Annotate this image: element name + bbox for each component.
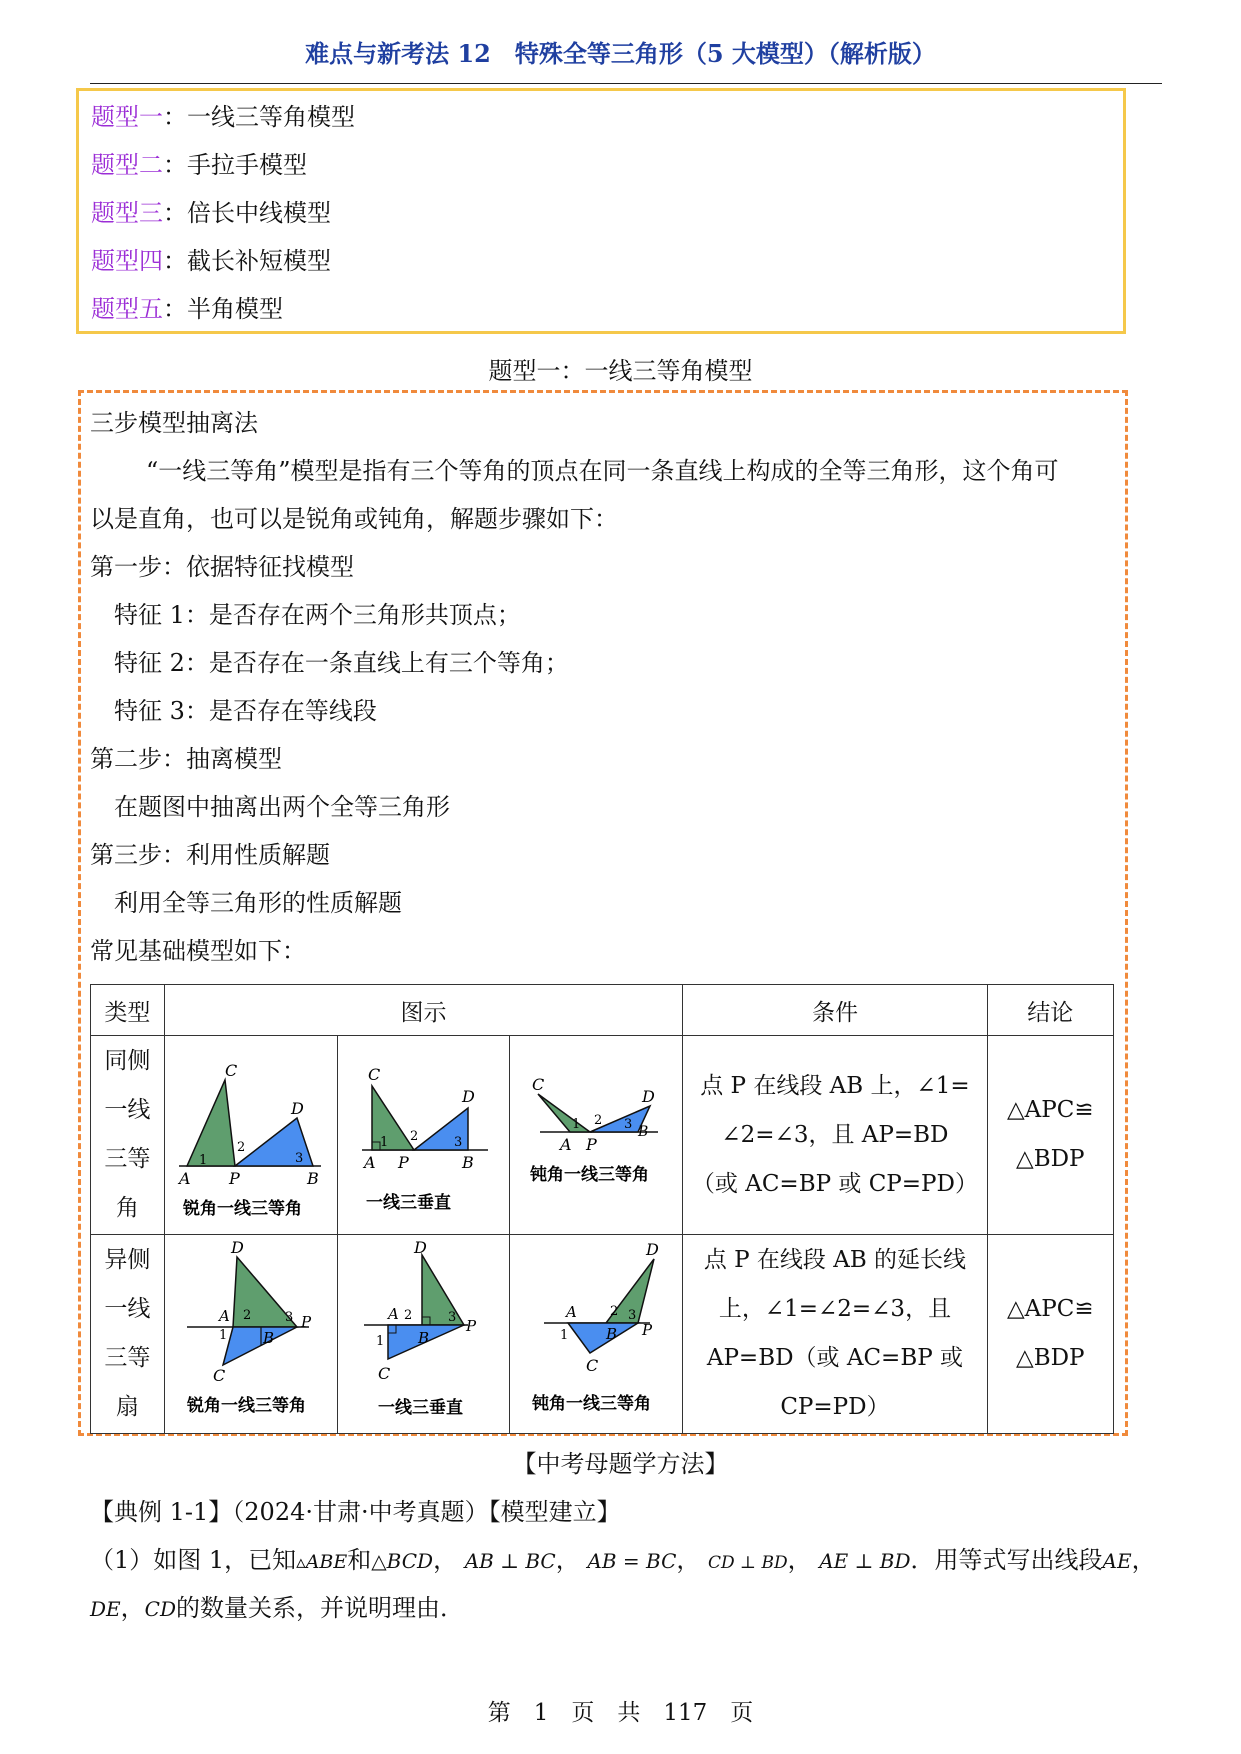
type-text: 异侧 [104,1247,151,1273]
step-1: 第一步：依据特征找模型 [90,553,354,581]
conclusion-cell [987,1036,1113,1235]
svg-text:C: C [212,1366,226,1385]
svg-text:A: A [566,1303,578,1321]
example-head: 【典例 1-1】（2024·甘肃·中考真题）【模型建立】 [90,1498,621,1526]
svg-text:3: 3 [294,1151,304,1166]
type-text: 一线 [104,1296,151,1322]
svg-text:A: A [178,1169,191,1188]
svg-text:2: 2 [242,1308,252,1323]
toc-item-3[interactable] [91,193,331,228]
obtuse-same-side-diagram [510,1036,680,1234]
step-2: 第二步：抽离模型 [90,745,282,773]
toc-item-2[interactable] [91,145,307,180]
svg-text:2: 2 [594,1113,603,1128]
svg-text:D: D [461,1087,475,1106]
figure-perpendicular-opposite-side [337,1235,510,1434]
type-cell [91,1235,165,1434]
svg-text:1: 1 [572,1117,581,1132]
toc-label: 题型三 [91,199,163,227]
question-text: ．用等式写出线段 [910,1546,1103,1574]
table-row [91,1036,1114,1235]
segment-ae: AE [1102,1549,1132,1573]
separator: ， [120,1594,145,1622]
svg-text:3: 3 [284,1310,294,1325]
figure-acute-same-side [164,1036,337,1235]
models-table [90,984,1114,1434]
header-condition: 条件 [683,985,987,1036]
figure-caption: 钝角一线三等角 [530,1165,650,1185]
figure-caption: 一线三垂直 [377,1398,463,1418]
condition-line: ∠2=∠3，且 AP=BD [721,1121,949,1148]
svg-text:2: 2 [236,1140,246,1155]
condition-cell [683,1235,987,1434]
svg-text:2: 2 [610,1304,619,1319]
svg-text:C: C [224,1061,238,1080]
svg-text:A: A [387,1305,399,1323]
svg-text:B: B [461,1153,474,1172]
feature-3: 特征 3：是否存在等线段 [114,697,377,725]
page-number: 第 1 页 共 117 页 [487,1700,754,1726]
common-models: 常见基础模型如下： [90,937,306,965]
condition-ab-eq-bc: AB = BC [587,1549,677,1573]
svg-text:2: 2 [403,1308,412,1323]
toc-item-5[interactable] [91,289,283,324]
toc-label: 题型一 [91,103,163,131]
figure-acute-opposite-side [164,1235,337,1434]
question-text: 的数量关系，并说明理由． [175,1594,464,1622]
type-cell [91,1036,165,1235]
acute-opposite-side-diagram [165,1235,335,1433]
figure-perpendicular-same-side [337,1036,510,1235]
svg-text:1: 1 [198,1153,208,1168]
svg-text:C: C [532,1075,545,1094]
svg-text:3: 3 [453,1135,462,1150]
svg-text:3: 3 [447,1310,456,1325]
separator: ， [433,1546,458,1574]
type-text: 角 [115,1195,139,1221]
triangle-abe: ▵ABE [296,1551,348,1573]
svg-text:3: 3 [624,1117,633,1132]
document-title: 难点与新考法 12 特殊全等三角形（5 大模型）（解析版） [305,39,936,68]
separator: ， [787,1546,812,1574]
condition-line: CP=PD） [780,1394,890,1420]
svg-text:1: 1 [379,1135,388,1150]
condition-line: 上，∠1=∠2=∠3，且 [718,1296,952,1322]
segment-de: DE [90,1597,121,1621]
condition-line: 点 P 在线段 AB 的延长线 [703,1247,967,1273]
svg-text:1: 1 [375,1334,384,1349]
toc-text: ：截长补短模型 [163,247,331,275]
toc-label: 题型二 [91,151,163,179]
svg-text:D: D [290,1099,304,1118]
figure-caption: 一线三垂直 [365,1193,451,1213]
condition-ab-perp-bc: AB ⊥ BC [464,1549,556,1573]
type-text: 三等 [104,1146,151,1172]
type-text: 一线 [104,1097,151,1123]
method-title: 三步模型抽离法 [90,409,258,437]
toc-text: ：半角模型 [163,295,283,323]
figure-caption: 锐角一线三等角 [186,1396,306,1416]
conclusion-line: △APC≌ [1006,1296,1094,1322]
svg-text:B: B [306,1169,319,1188]
step-3: 第三步：利用性质解题 [90,841,330,869]
svg-text:A: A [560,1135,573,1154]
svg-text:A: A [218,1307,230,1325]
separator: ， [1131,1546,1156,1574]
condition-line: （或 AC=BP 或 CP=PD） [691,1170,978,1197]
mother-problem-heading: 【中考母题学方法】 [512,1450,729,1478]
svg-text:D: D [646,1240,660,1259]
example-question-line-1 [90,1540,1156,1575]
svg-text:B: B [638,1124,649,1140]
condition-cd-perp-bd: CD ⊥ BD [708,1553,788,1573]
toc-box [76,88,1126,334]
svg-text:C: C [367,1065,380,1084]
title-divider [90,83,1162,84]
conclusion-line: △APC≌ [1006,1097,1094,1123]
header-type: 类型 [91,985,165,1036]
figure-caption: 锐角一线三等角 [182,1199,302,1219]
step-2-text: 在题图中抽离出两个全等三角形 [114,793,450,821]
table-row [91,1235,1114,1434]
section-heading: 题型一：一线三等角模型 [488,357,753,385]
svg-text:P: P [642,1321,653,1339]
svg-text:1: 1 [218,1328,228,1343]
toc-item-1[interactable] [91,97,355,132]
svg-text:B: B [417,1329,429,1347]
svg-text:P: P [300,1313,311,1331]
type-text: 同侧 [104,1048,151,1074]
figure-obtuse-same-side [510,1036,683,1235]
toc-text: ：一线三等角模型 [163,103,355,131]
svg-text:2: 2 [409,1129,418,1144]
conclusion-line: △BDP [1016,1146,1085,1172]
obtuse-opposite-side-diagram [510,1235,680,1433]
figure-obtuse-opposite-side [510,1235,683,1434]
svg-text:P: P [228,1169,240,1188]
svg-text:P: P [465,1317,476,1335]
segment-cd: CD [144,1597,176,1621]
svg-text:1: 1 [560,1328,569,1343]
example-question-line-2 [90,1588,464,1623]
perpendicular-same-side-diagram [338,1036,508,1234]
svg-text:B: B [606,1325,618,1343]
feature-1: 特征 1：是否存在两个三角形共顶点； [114,601,521,629]
perpendicular-opposite-side-diagram [338,1235,508,1433]
triangle-bcd: △BCD [371,1549,434,1573]
condition-ae-perp-bd: AE ⊥ BD [819,1549,911,1573]
type-text: 扇 [115,1394,139,1420]
svg-text:C: C [586,1356,599,1375]
acute-same-side-diagram [165,1036,335,1234]
toc-text: ：手拉手模型 [163,151,307,179]
question-text: （1）如图 1，已知 [90,1546,297,1574]
header-conclusion: 结论 [987,985,1113,1036]
svg-text:P: P [397,1153,409,1172]
separator: ， [555,1546,580,1574]
method-intro-1: “一线三等角”模型是指有三个等角的顶点在同一条直线上构成的全等三角形，这个角可 [146,457,1059,485]
conclusion-line: △BDP [1016,1345,1085,1371]
toc-label: 题型四 [91,247,163,275]
svg-text:D: D [230,1238,244,1257]
condition-line: AP=BD（或 AC=BP 或 [706,1345,964,1371]
header-figure: 图示 [164,985,683,1036]
toc-item-4[interactable] [91,241,331,276]
table-header-row [91,985,1114,1036]
figure-caption: 钝角一线三等角 [532,1394,652,1414]
condition-cell [683,1036,987,1235]
feature-2: 特征 2：是否存在一条直线上有三个等角； [114,649,569,677]
question-text: 和 [347,1546,372,1574]
svg-text:D: D [642,1087,656,1106]
toc-label: 题型五 [91,295,163,323]
svg-text:A: A [363,1153,376,1172]
method-intro-2: 以是直角，也可以是锐角或钝角，解题步骤如下： [90,505,618,533]
svg-text:P: P [586,1135,598,1154]
type-text: 三等 [104,1345,151,1371]
separator: ， [676,1546,701,1574]
svg-text:3: 3 [628,1308,637,1323]
toc-text: ：倍长中线模型 [163,199,331,227]
svg-text:D: D [413,1238,427,1257]
step-3-text: 利用全等三角形的性质解题 [114,889,402,917]
svg-text:B: B [262,1329,274,1347]
condition-line: 点 P 在线段 AB 上，∠1= [700,1072,970,1099]
svg-text:C: C [377,1364,390,1383]
conclusion-cell [987,1235,1113,1434]
